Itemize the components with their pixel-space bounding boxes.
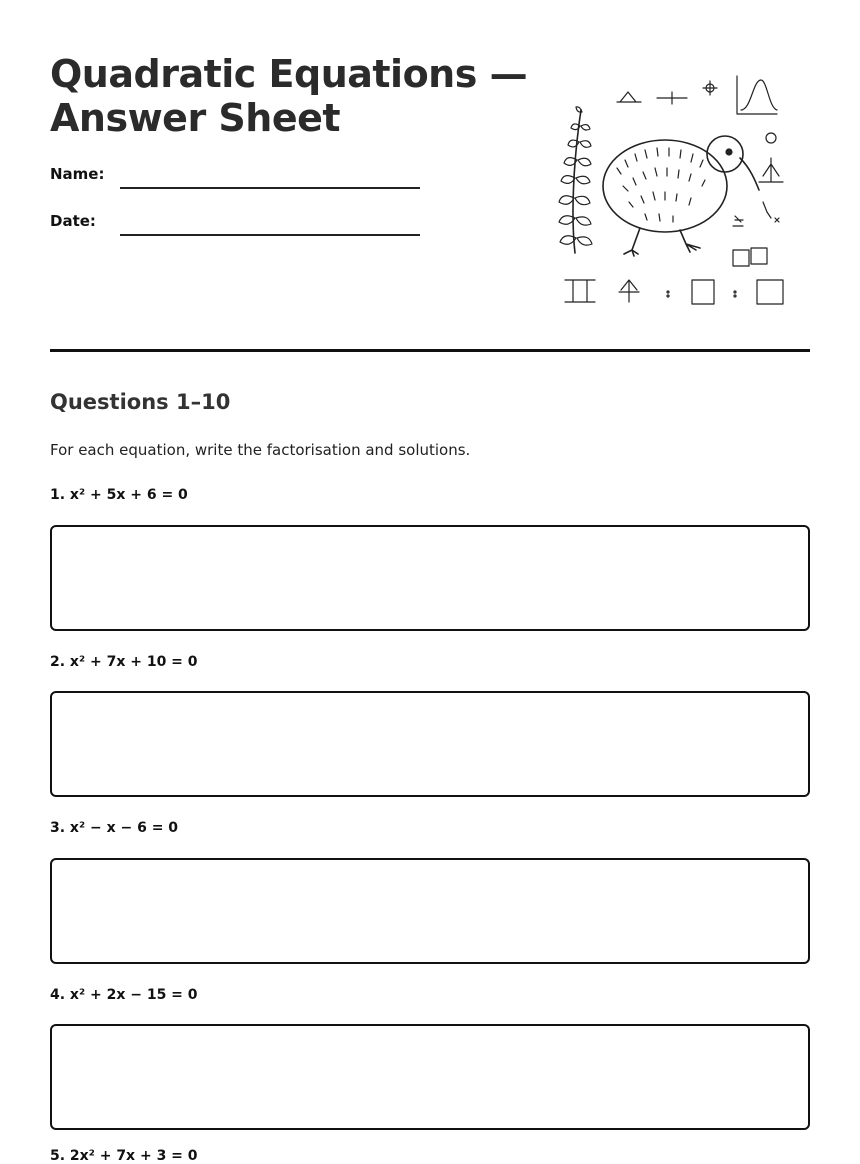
answer-box-4[interactable] bbox=[50, 1024, 810, 1130]
section-divider bbox=[50, 349, 810, 352]
answer-box-1[interactable] bbox=[50, 525, 810, 631]
answer-box-3[interactable] bbox=[50, 858, 810, 964]
question-label-5: 5. 2x² + 7x + 3 = 0 bbox=[50, 1148, 198, 1164]
question-label-1: 1. x² + 5x + 6 = 0 bbox=[50, 487, 188, 503]
question-label-2: 2. x² + 7x + 10 = 0 bbox=[50, 654, 198, 670]
title-line-1: Quadratic Equations — bbox=[50, 52, 528, 96]
instructions-text: For each equation, write the factorisation and solutions. bbox=[50, 441, 471, 459]
question-label-3: 3. x² − x − 6 = 0 bbox=[50, 820, 179, 836]
kiwi-bird-with-math-symbols-icon bbox=[545, 68, 790, 313]
section-heading: Questions 1–10 bbox=[50, 390, 231, 414]
answer-box-2[interactable] bbox=[50, 691, 810, 797]
question-label-4: 4. x² + 2x − 15 = 0 bbox=[50, 987, 198, 1003]
page-title bbox=[50, 52, 530, 140]
title-line-2: Answer Sheet bbox=[50, 96, 341, 140]
date-label: Date: bbox=[50, 212, 96, 230]
date-field[interactable] bbox=[120, 234, 420, 236]
name-label: Name: bbox=[50, 165, 105, 183]
name-field[interactable] bbox=[120, 187, 420, 189]
